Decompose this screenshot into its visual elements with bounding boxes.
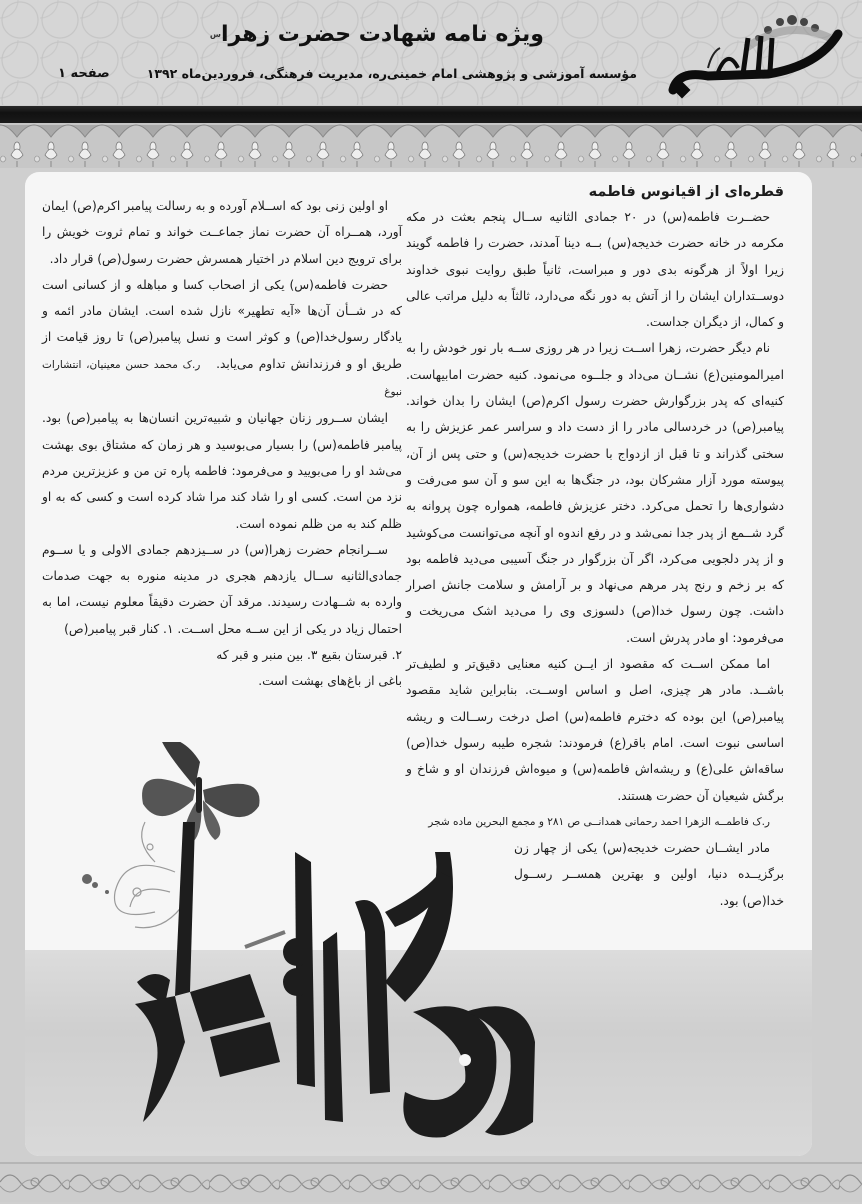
arabesque-ornament-icon (0, 1164, 862, 1200)
paragraph: ســرانجام حضرت زهرا(س) در ســیزدهم جمادی الاولی و یا ســوم جمادی‌الثانیه ســال یازدهم هجری در مدینه منوره به جهت صدمات وارده به شــهادت رسیدند. مرقد آن حضرت دقیقاً معلوم نیست، اما به احتمال زیاد در یکی از این ســه محل اســت. ۱. کنار قبر پیامبر(ص) (42, 542, 402, 636)
article-left-column (42, 193, 402, 695)
burial-line: باغی از باغ‌های بهشت است. (258, 674, 402, 689)
article-right-column (406, 180, 784, 914)
ornament-border-top (0, 123, 862, 168)
reference-note: ر.ک فاطمــه الزهرا احمد رحمانی همدانــی ص ۲۸۱ و مجمع البحرین ماده شجر (428, 815, 770, 828)
burial-line: ۲. قبرستان بقیع ۳. بین منبر و قبر که (216, 648, 402, 663)
ornament-border-bottom (0, 1162, 862, 1202)
honorific-icon: س (209, 30, 221, 39)
header-divider-bar (0, 106, 862, 123)
article-heading: قطره‌ای از اقیانوس فاطمه (588, 184, 784, 200)
paragraph: حضــرت فاطمه(س) در ۲۰ جمادی الثانیه ســال پنجم بعثت در مکه مکرمه در خانه حضرت خدیجه(س) بــه دینا آمدند، حضرت را فاطمه گویند زیرا اولاً از هرگونه بدی دور و مبراست، ثانیاً طبق روایت نبوی خداوند دوســتداران ایشان را از آتش به دور نگه می‌دارد، ثالثاً به دلیل مراتب عالی و کمال، از دیگران جداست. (406, 210, 784, 330)
bismillah-calligraphy-icon (648, 8, 848, 100)
paragraph: نام دیگر حضرت، زهرا اســت زیرا در هر روزی ســه بار نور خودش را به امیرالمومنین(ع) نشــان می‌داد و جلــوه می‌نمود. کنیه حضرت امابیهاست. کنیه‌ای که پدر بزرگوارش حضرت رسول اکرم(ص) ایشان را بدان خواند. پیامبر(ص) در خردسالی مادر را از دست داد و سراسر عمر عزیزش را به سختی گذراند و تا قبل از ازدواج با حضرت خدیجه(س) و حتی پس از آن، پیوسته مورد آزار مشرکان بود، در جنگ‌ها به این سو و آن سو می‌رفت و دشواری‌ها را تحمل می‌کرد. دختر عزیزش فاطمه، همواره چون پروانه به گرد شــمع از پدر جدا نمی‌شد و در رفع اندوه او آنچه می‌توانست می‌کوشید و از پدر دلجویی می‌کرد، اگر آن بزرگوار در جنگ آسیبی می‌دید فاطمه بود که بر زخم و رنج پدر مرهم می‌نهاد و بر آرامش و سلامت جانش اصرار داشت. چون رسول خدا(ص) دلسوزی وی را می‌دید اشک می‌ریخت و می‌فرمود: او مادر پدرش است. (406, 341, 784, 645)
butterfly-icon (142, 742, 259, 842)
page-number: صفحه ۱ (58, 66, 110, 81)
reference-note: ر.ک محمد حسن معینیان، انتشارات نبوغ (42, 358, 402, 399)
paragraph: مادر ایشــان حضرت خدیجه(س) یکی از چهار زن برگزیــده دنیا، اولین و بهترین همســر رســول خدا(ص) بود. (514, 841, 784, 908)
newsletter-title (210, 22, 544, 47)
title-text: ویژه نامه شهادت حضرت زهرا (220, 22, 544, 47)
masthead (0, 0, 862, 105)
paragraph (42, 272, 402, 405)
paragraph-text: حضرت فاطمه(س) یکی از اصحاب کسا و مباهله و از کسانی است که در شــأن آن‌ها «آیه تطهیر» نازل شده است. ایشان مادر ائمه و یادگار رسول‌خدا(ص) و کوثر است و نسل پیامبر(ص) تا روز قیامت از طریق او و فرزندانش تداوم می‌یابد. (42, 277, 402, 371)
paragraph: اما ممکن اســت که مقصود از ایــن کنیه معنایی دقیق‌تر و لطیف‌تر باشــد. مادر هر چیزی، اصل و اساس اوســت. بنابراین شاید مقصود پیامبر(ص) این بوده که دخترم فاطمه(س) اصل درخت رســالت و ریشه اساسی نبوت است. امام باقر(ع) فرمودند: شجره طیبه رسول خدا(ص) ساقه‌اش علی(ع) و ریشه‌اش فاطمه(س) و میوه‌اش فرزندان او و شاخ و برگش شیعیان آن حضرت هستند. (406, 657, 784, 803)
floral-ornament-icon (0, 123, 862, 168)
paragraph: ایشان ســرور زنان جهانیان و شبیه‌ترین انسان‌ها به پیامبر(ص) بود. پیامبر فاطمه(س) را بسیار می‌بوسید و هر زمان که مشتاق بوی بهشت می‌شد او را می‌بویید و می‌فرمود: فاطمه پاره تن من و عزیزترین مردم نزد من است. کسی او را شاد کند مرا شاد کرده است و کسی که به او ظلم کند به من ظلم نموده است. (42, 411, 402, 531)
publisher-line: مؤسسه آموزشی و پژوهشی امام خمینی‌ره، مدیریت فرهنگی، فروردین‌ماه ۱۳۹۲ (146, 66, 637, 81)
article-panel (25, 172, 812, 1156)
paragraph: او اولین زنی بود که اســلام آورده و به رسالت پیامبر اکرم(ص) ایمان آورد، همــراه آن حضرت نماز جماعــت خواند و تمام ثروت خویش را برای ترویج دین اسلام در اختیار همسرش حضرت رسول(ص) قرار داد. (42, 199, 402, 266)
